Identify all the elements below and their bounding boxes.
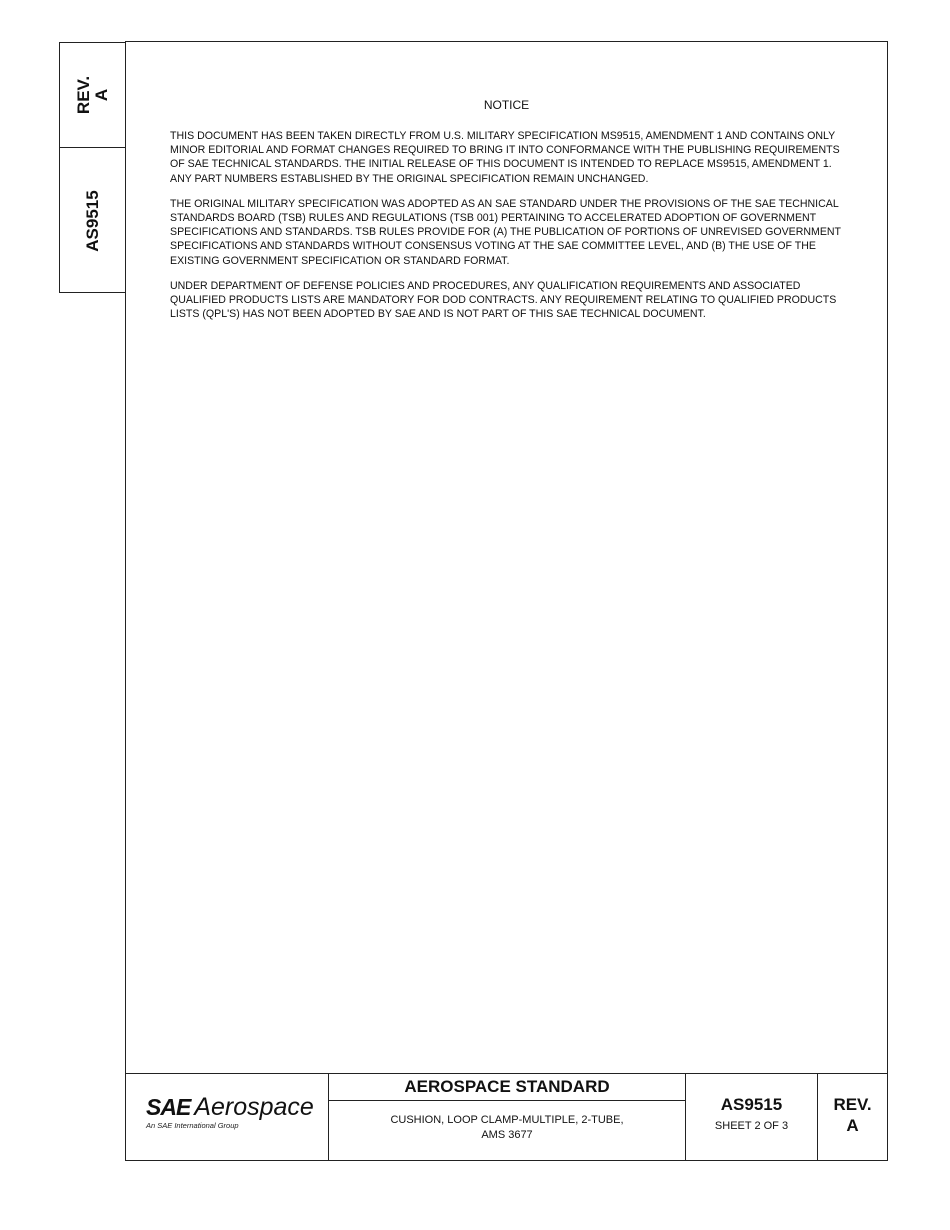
side-revision-value: A — [92, 88, 111, 102]
standard-header: AEROSPACE STANDARD — [329, 1074, 685, 1101]
logo-sae-text: SAE — [146, 1094, 191, 1120]
side-revision-box — [60, 43, 126, 147]
logo-aerospace-text: Aerospace — [194, 1093, 314, 1121]
notice-title: NOTICE — [483, 98, 530, 112]
notice-paragraph-1: THIS DOCUMENT HAS BEEN TAKEN DIRECTLY FROM U.S. MILITARY SPECIFICATION MS9515, AMENDMENT 1 AND CONTAINS ONLY MINOR EDITORIAL AND FORMAT CHANGES REQUIRED TO BRING IT INTO CONFORMANCE WITH THE PUBLISHING REQUIREMENTS OF SAE TECHNICAL STANDARDS. THE INITIAL RELEASE OF THIS DOCUMENT IS INTENDED TO REPLACE MS9515, AMENDMENT 1. ANY PART NUMBERS ESTABLISHED BY THE ORIGINAL SPECIFICATION REMAIN UNCHANGED. — [170, 130, 840, 185]
standard-cell — [329, 1074, 686, 1160]
side-doc-number: AS9515 — [83, 190, 102, 252]
doc-number: AS9515 — [720, 1095, 783, 1114]
notice-paragraph-3: UNDER DEPARTMENT OF DEFENSE POLICIES AND PROCEDURES, ANY QUALIFICATION REQUIREMENTS AND ASSOCIATED QUALIFIED PRODUCTS LISTS ARE MANDATORY FOR DOD CONTRACTS. ANY REQUIREMENT RELATING TO QUALIFIED PRODUCTS LISTS (QPL'S) HAS NOT BEEN ADOPTED BY SAE AND IS NOT PART OF THIS SAE TECHNICAL DOCUMENT. — [170, 279, 837, 321]
notice-paragraph-2: THE ORIGINAL MILITARY SPECIFICATION WAS ADOPTED AS AN SAE STANDARD UNDER THE PROVISIONS OF THE SAE TECHNICAL STANDARDS BOARD (TSB) RULES AND REGULATIONS (TSB 001) PERTAINING TO ACCELERATED ADOPTION OF GOVERNMENT SPECIFICATIONS AND STANDARDS. TSB RULES PROVIDE FOR (A) THE PUBLICATION OF PORTIONS OF UNREVISED GOVERNMENT SPECIFICATIONS AND STANDARDS WITHOUT CONSENSUS VOTING AT THE SAE COMMITTEE LEVEL, AND (B) THE USE OF THE EXISTING GOVERNMENT SPECIFICATION OR STANDARD FORMAT. — [170, 197, 841, 267]
sae-aerospace-logo — [146, 1093, 314, 1122]
side-tab — [59, 42, 125, 293]
doc-number-cell — [686, 1074, 818, 1160]
title-block — [126, 1073, 887, 1160]
revision-block — [818, 1094, 887, 1136]
revision-label: REV. — [833, 1095, 872, 1114]
side-doc-number-box — [60, 148, 126, 294]
standard-description — [329, 1113, 685, 1143]
page-frame — [125, 41, 888, 1161]
description-line-1: CUSHION, LOOP CLAMP-MULTIPLE, 2-TUBE, — [390, 1114, 624, 1126]
revision-cell — [818, 1074, 887, 1160]
side-revision-label: REV. — [74, 75, 93, 115]
description-line-2: AMS 3677 — [481, 1129, 533, 1141]
logo-cell — [126, 1074, 329, 1160]
notice-body — [170, 129, 854, 332]
sheet-number: SHEET 2 OF 3 — [714, 1120, 789, 1132]
logo-tagline: An SAE International Group — [146, 1121, 239, 1130]
revision-value: A — [846, 1116, 859, 1135]
